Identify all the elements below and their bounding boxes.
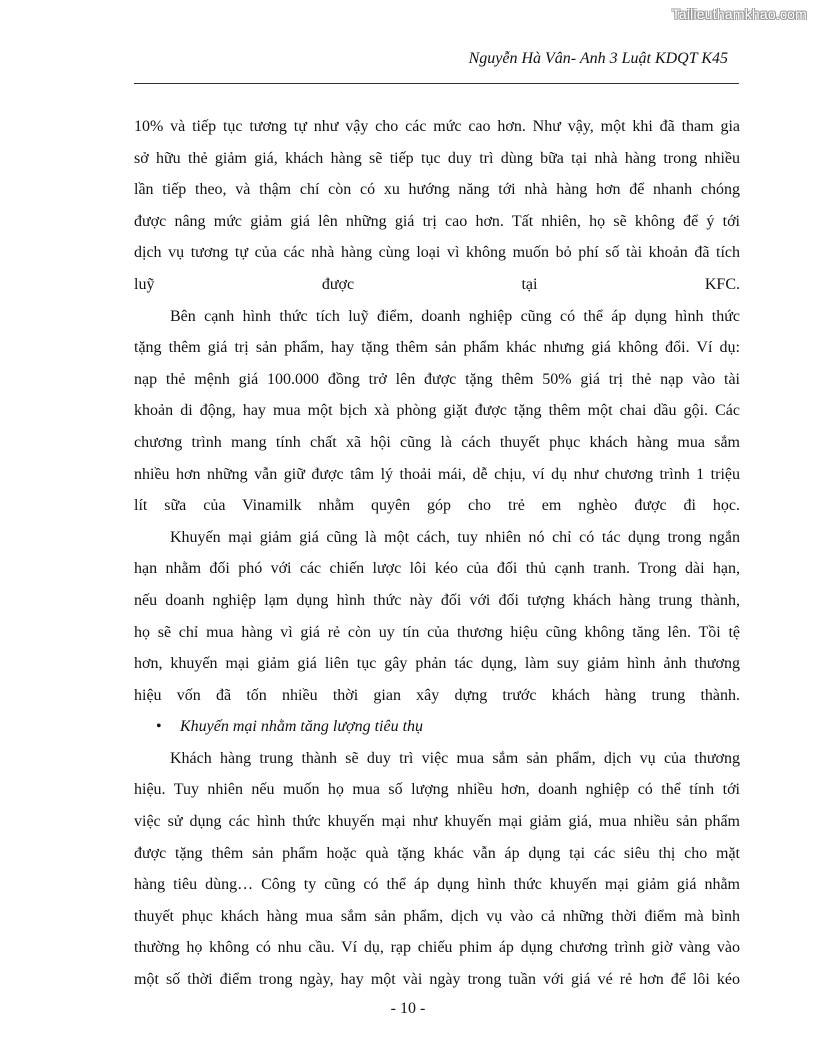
text-line: nạp thẻ mệnh giá 100.000 đồng trở lên được tặng thêm 50% giá trị thẻ nạp vào tài: [134, 370, 740, 388]
header-divider: [134, 83, 739, 84]
bullet-heading: [134, 711, 740, 743]
bullet-icon: •: [156, 718, 162, 736]
bullet-text: Khuyến mại nhằm tăng lượng tiêu thụ: [180, 718, 424, 736]
text-line: Khuyến mại giảm giá cũng là một cách, tuy nhiên nó chỉ có tác dụng trong ngắn: [170, 528, 740, 546]
text-line: thường họ không có nhu cầu. Ví dụ, rạp chiếu phim áp dụng chương trình giờ vàng vào: [134, 939, 740, 957]
text-line: họ sẽ chỉ mua hàng vì giá rẻ còn uy tín của thương hiệu cũng không tăng lên. Tồi tệ: [134, 623, 740, 641]
text-line: tặng thêm giá trị sản phẩm, hay tặng thêm sản phẩm khác nhưng giá không đổi. Ví dụ:: [134, 339, 740, 357]
text-line: nhiều hơn những vẫn giữ được tâm lý thoải mái, dễ chịu, ví dụ như chương trình 1 triệu: [134, 465, 740, 483]
text-line: thuyết phục khách hàng mua sắm sản phẩm, dịch vụ vào cả những thời điểm mà bình: [134, 907, 740, 925]
text-line: hiệu vốn đã tốn nhiều thời gian xây dựng trước khách hàng trung thành.: [134, 686, 740, 704]
text-line: chương trình mang tính chất xã hội cũng là cách thuyết phục khách hàng mua sắm: [134, 433, 740, 451]
text-line: Khách hàng trung thành sẽ duy trì việc mua sắm sản phẩm, dịch vụ của thương: [170, 749, 740, 767]
watermark: Tailieuthamkhao.com: [671, 6, 807, 22]
text-line: việc sử dụng các hình thức khuyến mại như khuyến mại giảm giá, mua nhiều sản phẩm: [134, 813, 740, 831]
text-line: hàng tiêu dùng… Công ty cũng có thể áp dụng hình thức khuyến mại giảm giá nhằm: [134, 876, 740, 894]
text-line: sở hữu thẻ giảm giá, khách hàng sẽ tiếp tục duy trì dùng bữa tại nhà hàng trong nhiều: [134, 149, 740, 167]
text-line: nếu doanh nghiệp lạm dụng hình thức này đối với đối tượng khách hàng trung thành,: [134, 591, 740, 609]
text-line: được tặng thêm sản phẩm hoặc quà tặng khác vẫn áp dụng tại các siêu thị cho mặt: [134, 844, 740, 862]
text-line: hơn, khuyến mại giảm giá liên tục gây phản tác dụng, làm suy giảm hình ảnh thương: [134, 655, 740, 673]
paragraph-3: [134, 522, 740, 712]
paragraph-4: [134, 743, 740, 996]
text-line: hạn nhằm đối phó với các chiến lược lôi kéo của đối thủ cạnh tranh. Trong dài hạn,: [134, 560, 740, 578]
text-line: lần tiếp theo, và thậm chí còn có xu hướng năng tới nhà hàng hơn để nhanh chóng: [134, 181, 740, 199]
document-body: [134, 111, 740, 996]
paragraph-2: [134, 301, 740, 522]
paragraph-1: [134, 111, 740, 301]
text-line: dịch vụ tương tự của các nhà hàng cùng loại vì không muốn bỏ phí số tài khoản đã tích: [134, 244, 740, 262]
text-line: được nâng mức giảm giá lên những giá trị cao hơn. Tất nhiên, họ sẽ không để ý tới: [134, 212, 740, 230]
page-number: - 10 -: [390, 1000, 426, 1017]
text-line: một số thời điểm trong ngày, hay một vài ngày trong tuần với giá vé rẻ hơn để lôi kéo: [134, 971, 740, 989]
text-line: hiệu. Tuy nhiên nếu muốn họ mua số lượng nhiều hơn, doanh nghiệp có thể tính tới: [134, 781, 740, 799]
text-line: 10% và tiếp tục tương tự như vậy cho các mức cao hơn. Như vậy, một khi đã tham gia: [134, 118, 740, 135]
text-line: Bên cạnh hình thức tích luỹ điểm, doanh nghiệp cũng có thể áp dụng hình thức: [170, 307, 740, 325]
text-line: khoản di động, hay mua một bịch xà phòng giặt được tặng thêm một chai dầu gội. Các: [134, 402, 740, 420]
text-line: luỹ được tại KFC.: [134, 275, 740, 293]
page-header: Nguyễn Hà Vân- Anh 3 Luật KDQT K45: [468, 50, 728, 67]
text-line: lít sữa của Vinamilk nhằm quyên góp cho trẻ em nghèo được đi học.: [134, 497, 740, 515]
